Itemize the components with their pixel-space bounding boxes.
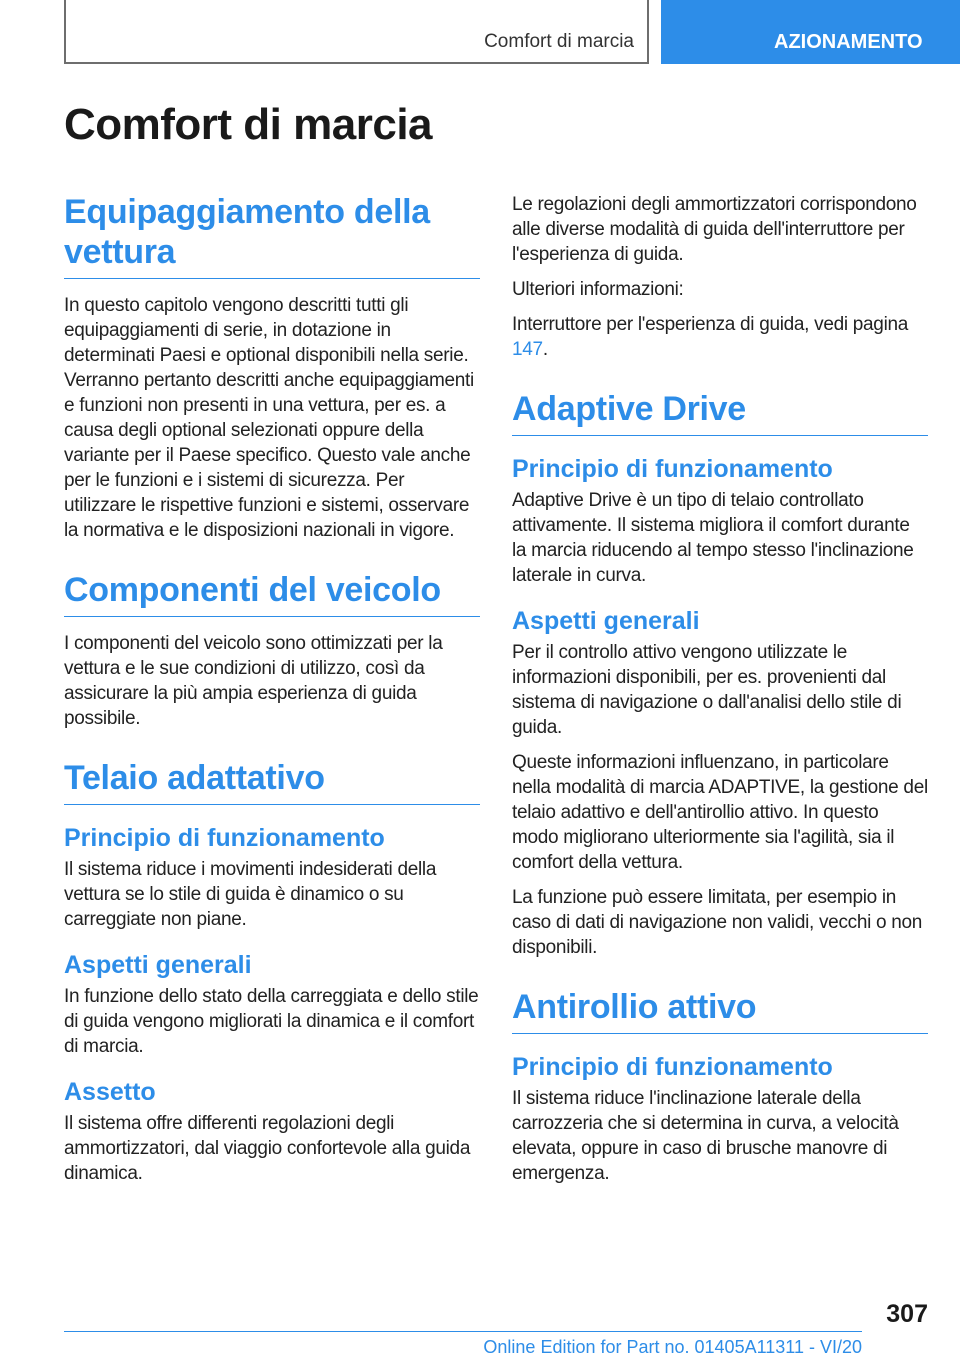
paragraph-aspetti-2: Queste informazioni influenzano, in particolare nella modalità di marcia ADAPTIVE, la gestione del telaio adattivo e dell'antirollio attivo. In questo modo migliorano ulteriormente sia l'agilità, sia il comfort della vettura.: [512, 752, 928, 873]
paragraph-regolazioni: Le regolazioni degli ammortizzatori corrispondono alle diverse modalità di guida dell'interruttore per l'esperienza di guida.: [512, 194, 917, 265]
header-chapter-tab[interactable]: [661, 0, 960, 64]
subheading-assetto: Assetto: [64, 1078, 156, 1106]
subheading-principio-antirollio: Principio di funzionamento: [512, 1053, 833, 1081]
header-chapter-label: AZIONAMENTO: [774, 31, 923, 53]
paragraph-componenti: I componenti del veicolo sono ottimizzati per la vettura e le sue condizioni di utilizzo, così da assicurare la più ampia esperienza di guida possibile.: [64, 633, 443, 729]
paragraph-equipaggiamento: In questo capitolo vengono descritti tutti gli equipaggiamenti di serie, in dotazione in determinati Paesi e optional disponibili nella serie. Verranno pertanto descritti anche equipaggiamenti e funzioni non presenti in una vettura, per es. a causa degli optional selezionati oppure della variante per il Paese specifico. Questo vale anche per le funzioni e i sistemi di sicurezza. Per utilizzare le rispettive funzioni e sistemi, osservare la normativa e le disposizioni nazionali in vigore.: [64, 295, 474, 541]
heading-telaio-adattativo: Telaio adattativo: [64, 758, 480, 805]
left-column: [64, 192, 480, 1196]
paragraph-aspetti-1: Per il controllo attivo vengono utilizzate le informazioni disponibili, per es. provenienti dal sistema di navigazione o dall'analisi dello stile di guida.: [512, 642, 902, 738]
paragraph-principio-adaptive: Adaptive Drive è un tipo di telaio controllato attivamente. Il sistema migliora il comfort durante la marcia riducendo al tempo stesso l'inclinazione laterale in curva.: [512, 490, 914, 586]
subheading-principio-adaptive: Principio di funzionamento: [512, 455, 833, 483]
heading-equipaggiamento: Equipaggiamento della vettura: [64, 192, 480, 279]
heading-adaptive-drive: Adaptive Drive: [512, 389, 928, 436]
footer-divider: [64, 1331, 862, 1332]
footer-edition: Online Edition for Part no. 01405A11311 - VI/20: [483, 1337, 862, 1357]
paragraph-aspetti-3: La funzione può essere limitata, per esempio in caso di dati di navigazione non validi, vecchi o non disponibili.: [512, 887, 923, 958]
heading-antirollio: Antirollio attivo: [512, 987, 928, 1034]
paragraph-principio: Il sistema riduce i movimenti indesiderati della vettura se lo stile di guida è dinamico o su carreggiate non piane.: [64, 859, 437, 930]
paragraph-interruttore: [512, 312, 928, 362]
paragraph-assetto: Il sistema offre differenti regolazioni degli ammortizzatori, dal viaggio confortevole alla guida dinamica.: [64, 1113, 471, 1184]
paragraph-principio-antirollio: Il sistema riduce l'inclinazione laterale della carrozzeria che si determina in curva, a velocità elevata, oppure in caso di brusche manovre di emergenza.: [512, 1088, 899, 1184]
subheading-aspetti-adaptive: Aspetti generali: [512, 607, 700, 635]
subheading-aspetti-generali: Aspetti generali: [64, 951, 252, 979]
page-title: Comfort di marcia: [64, 100, 433, 149]
paragraph-aspetti-generali: In funzione dello stato della carreggiata e dello stile di guida vengono migliorati la dinamica e il comfort di marcia.: [64, 986, 479, 1057]
header-section-title: Comfort di marcia: [484, 31, 634, 52]
right-column: [512, 192, 928, 1196]
interruttore-suffix: .: [542, 339, 548, 360]
heading-componenti: Componenti del veicolo: [64, 570, 480, 617]
interruttore-text: Interruttore per l'esperienza di guida, vedi pagina: [512, 314, 909, 335]
page-link-147[interactable]: 147: [512, 339, 543, 360]
page-number: 307: [886, 1300, 928, 1328]
subheading-principio: Principio di funzionamento: [64, 824, 385, 852]
paragraph-ulteriori: Ulteriori informazioni:: [512, 279, 684, 300]
